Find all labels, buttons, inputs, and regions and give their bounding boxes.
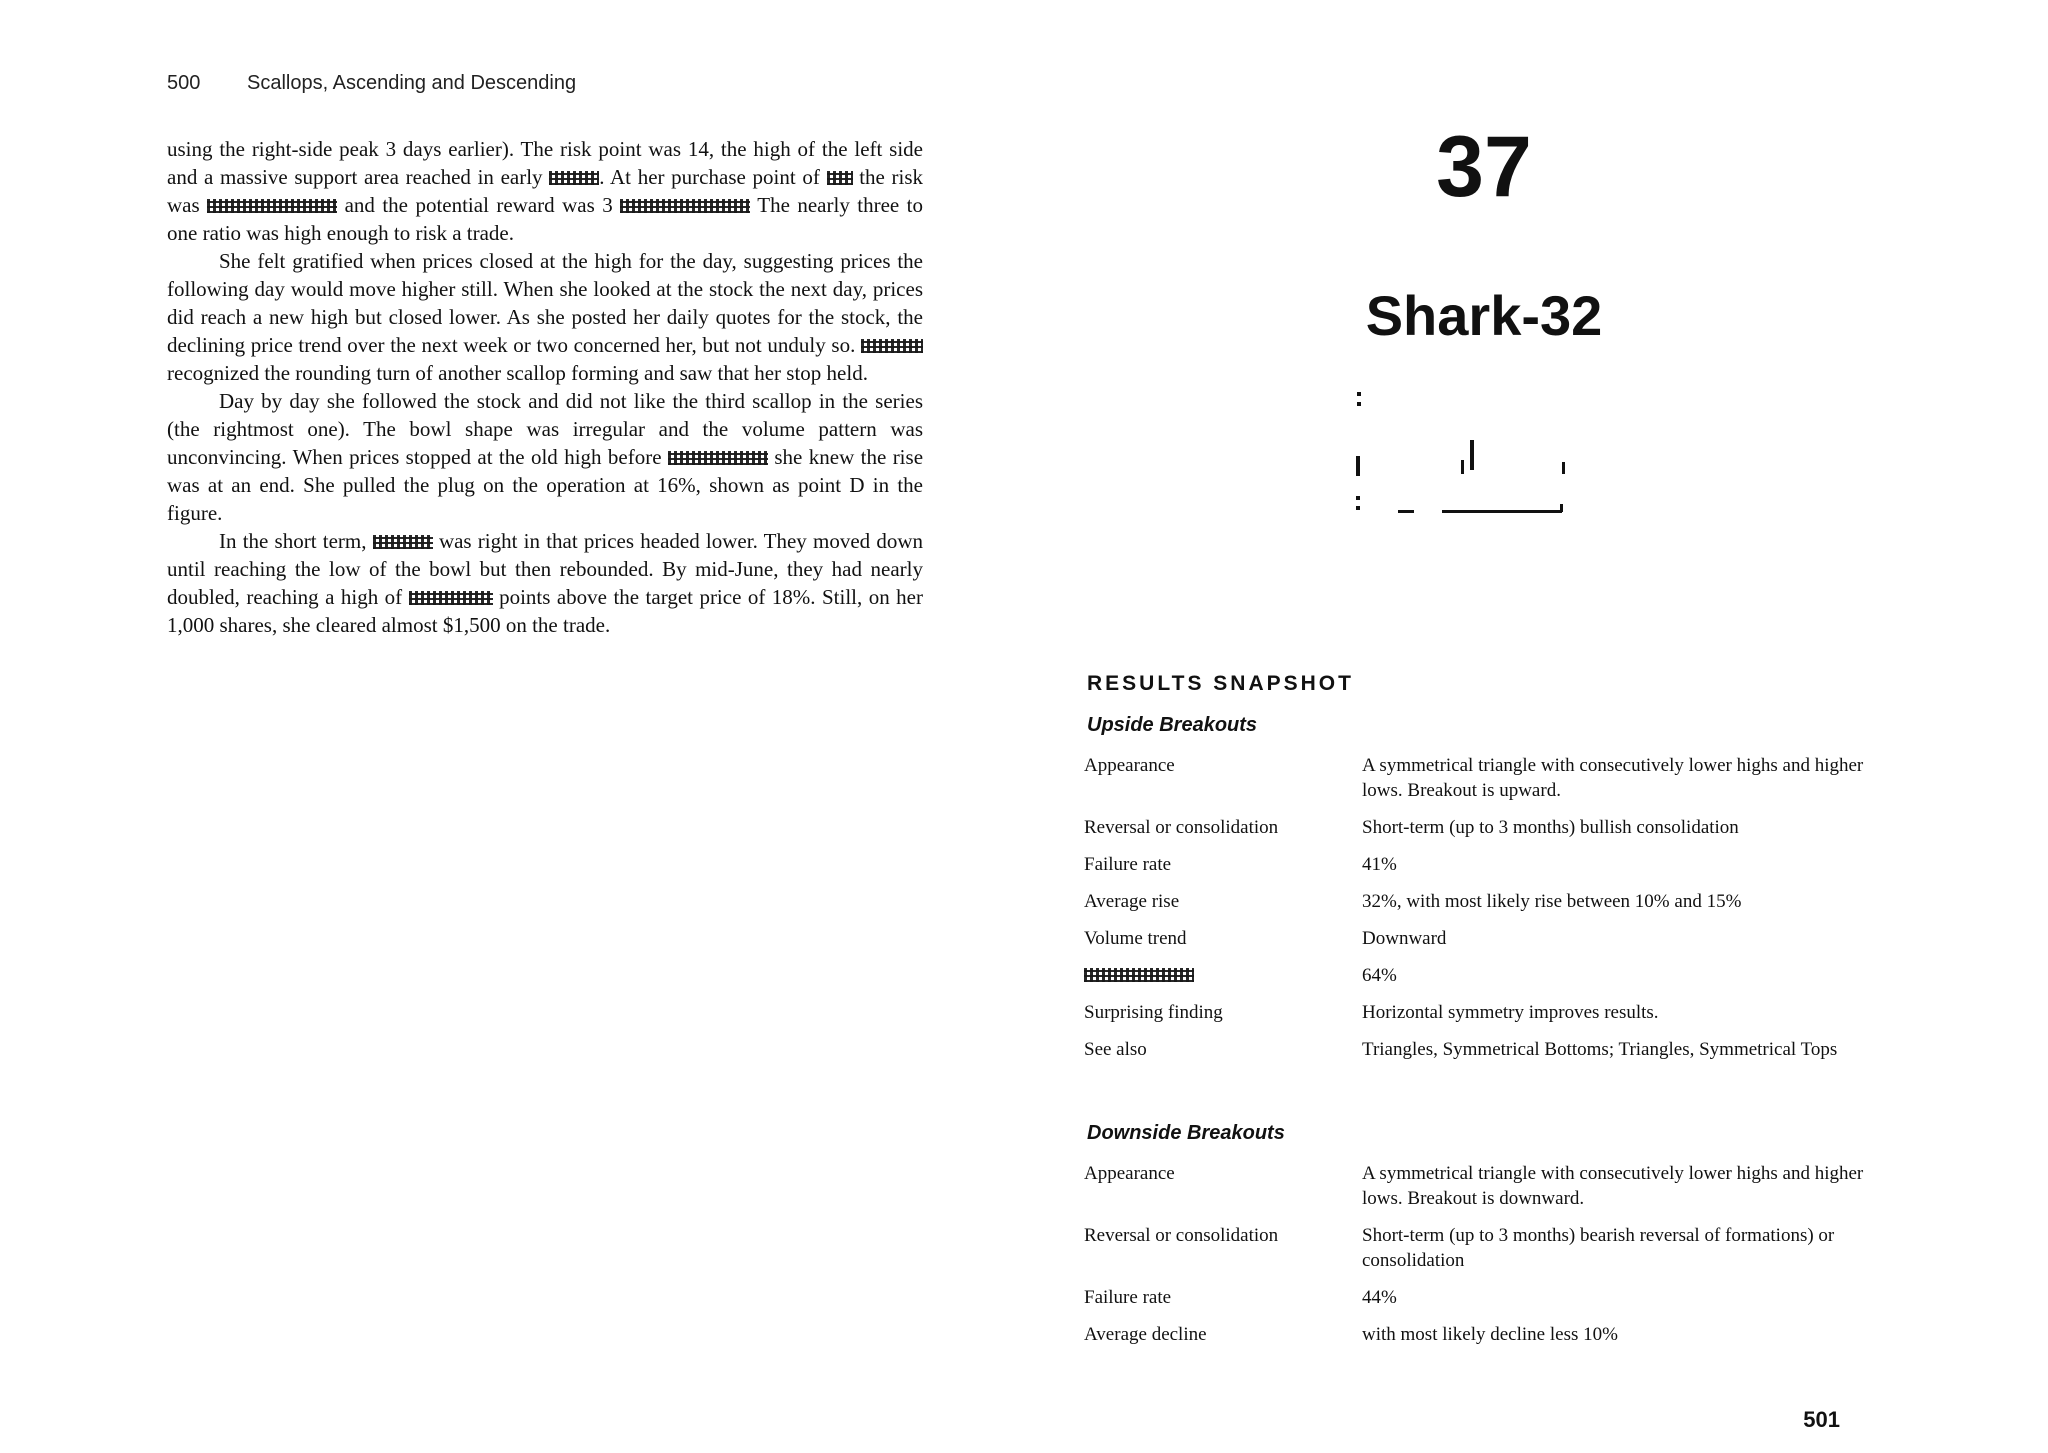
paragraph-3 [167, 387, 923, 527]
row-value: Triangles, Symmetrical Bottoms; Triangles, Symmetrical Tops [1362, 1039, 1838, 1060]
illegible-text [373, 535, 433, 549]
row-label: See also [1084, 1039, 1147, 1060]
illegible-text [668, 451, 768, 465]
text-run: using the right-side peak 3 days earlier). The risk point was 14, the high of the left side and a massive support area reached in early [167, 137, 923, 189]
text-run: In the short term, [219, 529, 367, 553]
paragraph-4 [167, 527, 923, 639]
paragraph-2 [167, 247, 923, 387]
left-page-number: 500 [167, 72, 201, 94]
row-value: Short-term (up to 3 months) bullish consolidation [1362, 817, 1739, 838]
running-head-title: Scallops, Ascending and Descending [247, 72, 577, 94]
illegible-text [207, 199, 337, 213]
row-label [1084, 963, 1362, 988]
figure-mark [1470, 440, 1474, 470]
figure-mark [1356, 496, 1360, 500]
running-head [167, 72, 576, 95]
right-page-number: 501 [1803, 1407, 1840, 1432]
body-text [167, 135, 923, 639]
chapter-title: Shark-32 [1365, 284, 1603, 347]
upside-results-table [1084, 753, 1874, 1074]
text-run: She felt gratified when prices closed at the high for the day, suggesting prices the following day would move higher still. When she looked at the stock the next day, prices did reach a new high but closed lower. As she posted her daily quotes for the stock, the declining price trend over the next week or two concerned her, but not unduly so. [167, 249, 923, 357]
figure-mark [1560, 504, 1563, 512]
table-row [1084, 963, 1874, 988]
text-run: and the potential reward was 3 [344, 193, 613, 217]
row-label: Failure rate [1084, 854, 1172, 875]
table-row [1084, 815, 1874, 840]
downside-breakouts-heading: Downside Breakouts [1087, 1122, 1285, 1144]
table-row [1084, 753, 1874, 803]
table-row [1084, 926, 1874, 951]
row-value: 44% [1362, 1287, 1397, 1308]
table-row [1084, 1161, 1874, 1211]
row-label: Average decline [1084, 1324, 1207, 1345]
paragraph-1 [167, 135, 923, 247]
text-run: she knew the rise was at an end. She pulled the plug on the operation at 16%, shown as point D in the figure. [167, 445, 924, 525]
illegible-text [861, 339, 923, 353]
right-page [1024, 0, 2048, 1453]
figure-mark [1356, 456, 1360, 476]
row-label: Appearance [1084, 1163, 1175, 1184]
table-row [1084, 1000, 1874, 1025]
row-value: with most likely decline less 10% [1362, 1324, 1618, 1345]
text-run: recognized the rounding turn of another scallop forming and saw that her stop held. [167, 361, 868, 385]
figure-mark [1357, 392, 1361, 396]
row-value: A symmetrical triangle with consecutively lower highs and higher lows. Breakout is upward. [1362, 755, 1864, 801]
row-label: Volume trend [1084, 928, 1187, 949]
row-label: Surprising finding [1084, 1002, 1223, 1023]
row-value: 64% [1362, 965, 1397, 986]
figure-mark [1398, 510, 1414, 513]
illegible-text [827, 171, 853, 185]
row-value: 41% [1362, 854, 1397, 875]
downside-results-table [1084, 1161, 1874, 1359]
table-row [1084, 1037, 1874, 1062]
pattern-figure-fragment [1354, 380, 1594, 530]
row-label: Appearance [1084, 755, 1175, 776]
text-run: points above the target price of 18%. Still, on her 1,000 shares, she cleared almost $1,500 on the trade. [167, 585, 923, 637]
row-label: Failure rate [1084, 1287, 1172, 1308]
figure-mark [1442, 510, 1562, 513]
table-row [1084, 1322, 1874, 1347]
row-value: Downward [1362, 928, 1447, 949]
table-row [1084, 852, 1874, 877]
row-value: A symmetrical triangle with consecutively lower highs and higher lows. Breakout is downward. [1362, 1163, 1864, 1209]
text-run: was right in that prices headed lower. They moved down until reaching the low of the bowl but then rebounded. By mid-June, they had nearly doubled, reaching a high of [167, 529, 924, 609]
table-row [1084, 1223, 1874, 1273]
row-label: Average rise [1084, 891, 1180, 912]
chapter-number: 37 [1436, 119, 1532, 215]
figure-mark [1356, 506, 1360, 510]
illegible-text [1084, 968, 1194, 982]
text-run: Day by day she followed the stock and did not like the third scallop in the series (the rightmost one). The bowl shape was irregular and the volume pattern was unconvincing. When prices stopped at the old high before [167, 389, 923, 469]
row-value: Short-term (up to 3 months) bearish reversal of formations) or consolidation [1362, 1225, 1835, 1271]
text-run: the risk was [167, 165, 924, 217]
illegible-text [620, 199, 750, 213]
row-label: Reversal or consolidation [1084, 817, 1279, 838]
upside-breakouts-heading: Upside Breakouts [1087, 714, 1258, 736]
text-run: The nearly three to one ratio was high enough to risk a trade. [167, 193, 924, 245]
figure-mark [1562, 462, 1565, 474]
results-snapshot-heading: RESULTS SNAPSHOT [1087, 672, 1354, 695]
table-row [1084, 889, 1874, 914]
illegible-text [549, 171, 599, 185]
figure-mark [1357, 402, 1361, 406]
text-run: . At her purchase point of [599, 165, 820, 189]
row-label: Reversal or consolidation [1084, 1225, 1279, 1246]
illegible-text [409, 591, 493, 605]
figure-mark [1461, 460, 1464, 474]
row-value: Horizontal symmetry improves results. [1362, 1002, 1659, 1023]
row-value: 32%, with most likely rise between 10% and 15% [1362, 891, 1742, 912]
table-row [1084, 1285, 1874, 1310]
